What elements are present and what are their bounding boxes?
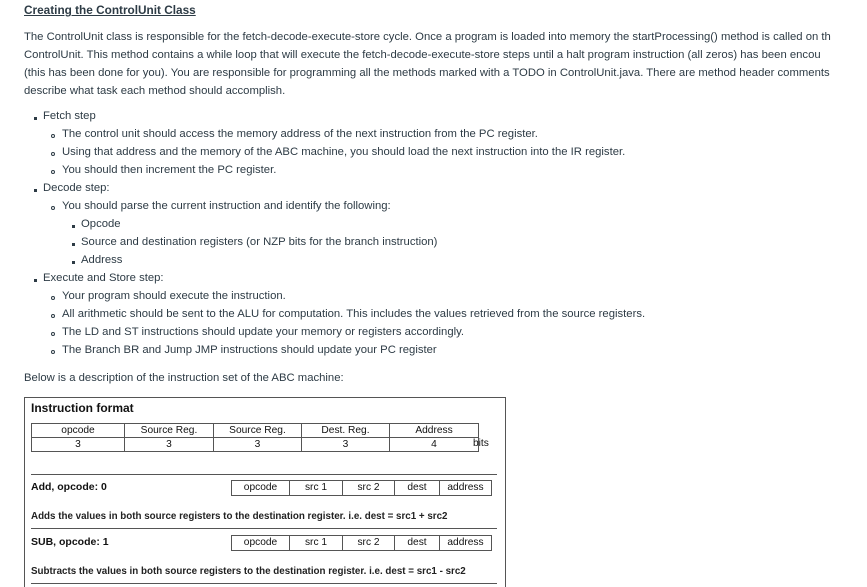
- field-name: opcode: [32, 424, 125, 438]
- bullet-circle-icon: [51, 296, 55, 300]
- decode-step-label: Decode step:: [43, 182, 110, 194]
- bullet-square-icon: [34, 279, 37, 282]
- op-cell: src 1: [290, 536, 343, 551]
- bullet-square-icon: [34, 189, 37, 192]
- op-cell: dest: [395, 481, 440, 496]
- field-bits: 3: [302, 438, 390, 452]
- field-bits: 3: [32, 438, 125, 452]
- op-cell: address: [440, 481, 492, 496]
- fetch-step-label: Fetch step: [43, 110, 96, 122]
- sub-instruction-desc: Subtracts the values in both source registers to the destination register. i.e. dest = src1 - src2: [31, 566, 466, 577]
- instruction-set-intro: Below is a description of the instruction set of the ABC machine:: [24, 372, 344, 384]
- op-cell: src 1: [290, 481, 343, 496]
- divider: [31, 474, 497, 475]
- op-cell: src 2: [343, 536, 395, 551]
- field-name: Dest. Reg.: [302, 424, 390, 438]
- page-title: Creating the ControlUnit Class: [24, 3, 196, 17]
- intro-line: describe what task each method should accomplish.: [24, 85, 286, 97]
- decode-item: Opcode: [81, 218, 121, 230]
- op-cell: dest: [395, 536, 440, 551]
- field-name: Source Reg.: [214, 424, 302, 438]
- sub-instruction-layout: [231, 535, 492, 551]
- op-cell: opcode: [232, 536, 290, 551]
- divider: [31, 583, 497, 584]
- add-instruction-label: Add, opcode: 0: [31, 481, 107, 493]
- bullet-square-icon: [34, 117, 37, 120]
- field-name: Source Reg.: [125, 424, 214, 438]
- execute-item: Your program should execute the instruction.: [62, 290, 286, 302]
- bullet-square-icon: [72, 261, 75, 264]
- instruction-format-fields: [31, 423, 479, 452]
- field-bits: 4: [390, 438, 479, 452]
- fetch-item: You should then increment the PC register.: [62, 164, 277, 176]
- decode-sub: You should parse the current instruction and identify the following:: [62, 200, 391, 212]
- bits-label: bits: [473, 438, 489, 449]
- intro-line: (this has been done for you). You are responsible for programming all the methods marked with a TODO in ControlUnit.java. There are method header comments: [24, 67, 830, 79]
- add-instruction-desc: Adds the values in both source registers to the destination register. i.e. dest = src1 + src2: [31, 511, 448, 522]
- intro-paragraph: [24, 28, 867, 100]
- bullet-circle-icon: [51, 350, 55, 354]
- decode-item: Address: [81, 254, 123, 266]
- execute-item: The Branch BR and Jump JMP instructions should update your PC register: [62, 344, 437, 356]
- instruction-format-title: Instruction format: [31, 401, 134, 415]
- add-instruction-layout: [231, 480, 492, 496]
- bullet-square-icon: [72, 225, 75, 228]
- bullet-circle-icon: [51, 206, 55, 210]
- bullet-circle-icon: [51, 314, 55, 318]
- op-cell: src 2: [343, 481, 395, 496]
- bullet-circle-icon: [51, 152, 55, 156]
- bullet-circle-icon: [51, 332, 55, 336]
- field-bits: 3: [125, 438, 214, 452]
- field-name: Address: [390, 424, 479, 438]
- sub-instruction-label: SUB, opcode: 1: [31, 536, 109, 548]
- fetch-item: The control unit should access the memory address of the next instruction from the PC register.: [62, 128, 538, 140]
- divider: [31, 528, 497, 529]
- bullet-circle-icon: [51, 170, 55, 174]
- op-cell: address: [440, 536, 492, 551]
- execute-item: The LD and ST instructions should update your memory or registers accordingly.: [62, 326, 465, 338]
- bullet-circle-icon: [51, 134, 55, 138]
- op-cell: opcode: [232, 481, 290, 496]
- bullet-square-icon: [72, 243, 75, 246]
- fetch-item: Using that address and the memory of the ABC machine, you should load the next instruction into the IR register.: [62, 146, 626, 158]
- field-bits: 3: [214, 438, 302, 452]
- decode-item: Source and destination registers (or NZP bits for the branch instruction): [81, 236, 438, 248]
- execute-step-label: Execute and Store step:: [43, 272, 164, 284]
- execute-item: All arithmetic should be sent to the ALU for computation. This includes the values retrieved from the source registers.: [62, 308, 646, 320]
- intro-line: ControlUnit. This method contains a while loop that will execute the fetch-decode-execute-store steps until a halt program instruction (all zeros) has been encou: [24, 49, 821, 61]
- intro-line: The ControlUnit class is responsible for the fetch-decode-execute-store cycle. Once a program is loaded into memory the startProcessing() method is called on th: [24, 31, 831, 43]
